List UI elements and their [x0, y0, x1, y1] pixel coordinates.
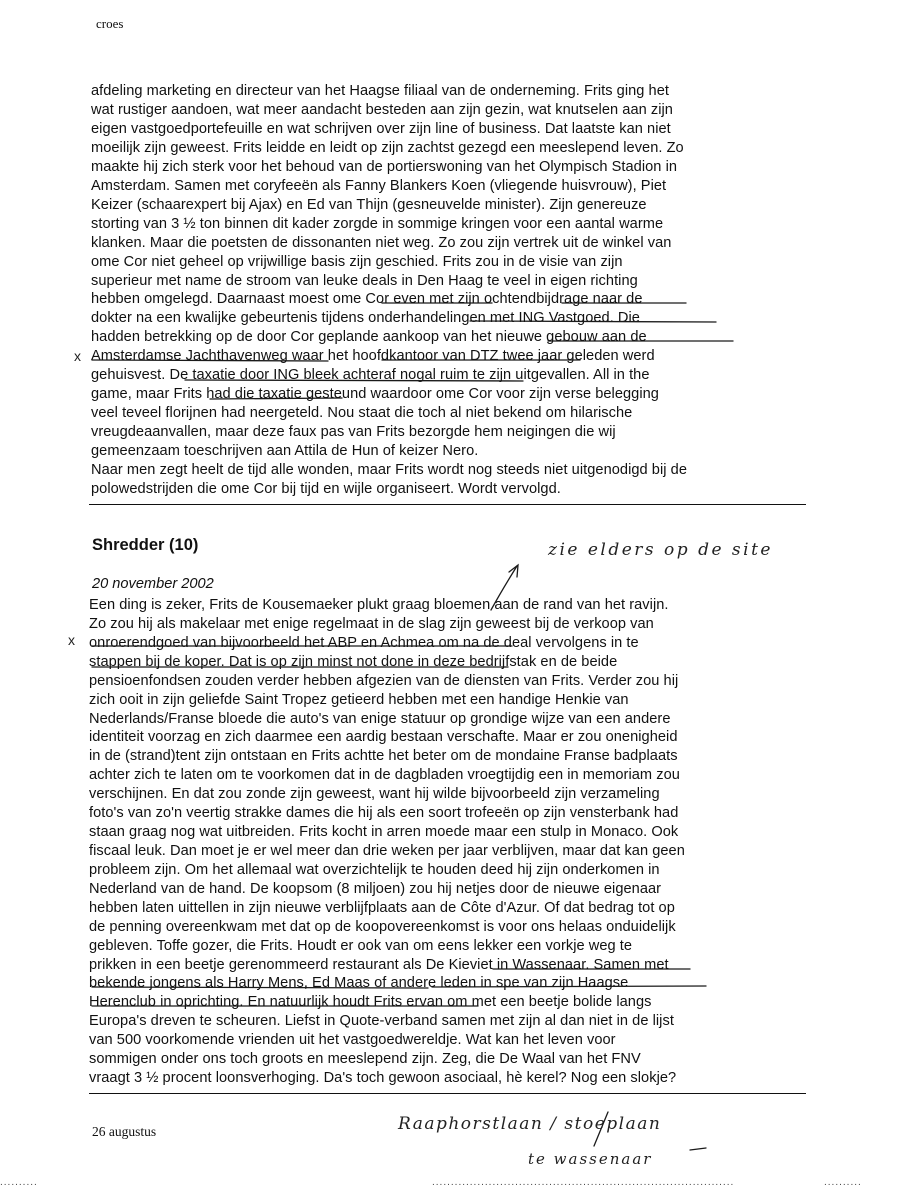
text-line: identiteit voorzag en zich daarmee een aardig bestaan verschafte. Maar er zou onenigheid	[89, 729, 678, 746]
text-line: Amsterdamse Jachthavenweg waar het hoofdkantoor van DTZ twee jaar geleden werd	[91, 348, 655, 365]
text-line: gehuisvest. De taxatie door ING bleek achteraf nogal ruim te zijn uitgevallen. All in the	[91, 367, 650, 384]
section-divider	[89, 504, 806, 505]
text-line: stappen bij de koper. Dat is op zijn minst not done in deze bedrijfstak en de beide	[89, 653, 618, 670]
text-line: staan graag nog wat uitbreiden. Frits kocht in arren moede maar een stulp in Monaco. Ook	[89, 824, 679, 841]
text-line: fiscaal leuk. Dan moet je er wel meer dan drie weken per jaar verblijven, maar dat kan geen	[89, 842, 685, 859]
page-header: croes	[96, 16, 124, 31]
text-line: achter zich te laten om te voorkomen dat in de dagbladen vroegtijdig een in memoriam zou	[89, 767, 680, 784]
text-line: van 500 voorkomende vrienden uit het vastgoedwereldje. Wat kan het leven voor	[89, 1032, 616, 1049]
text-line: foto's van zo'n veertig strakke dames die hij als een soort trofeeën op zijn vensterbank had	[89, 805, 679, 822]
text-line: klanken. Maar die poetsten de dissonanten niet weg. Zo zou zijn vertrek uit de winkel van	[91, 234, 672, 251]
footer-date: 26 augustus	[92, 1124, 157, 1139]
text-line: zich ooit in zijn geliefde Saint Tropez getieerd hebben met een handige Henkie van	[89, 691, 629, 708]
text-line: Keizer (schaarexpert bij Ajax) en Ed van Thijn (gesneuvelde minister). Zijn genereuze	[91, 196, 647, 213]
text-line: superieur met name de stroom van leuke deals in Den Haag te veel in eigen richting	[91, 272, 638, 289]
annotation-arrowhead	[509, 565, 518, 577]
text-line: onroerendgoed van bijvoorbeeld het ABP en Achmea om na de deal vervolgens in te	[89, 634, 639, 651]
text-line: polowedstrijden die ome Cor bij tijd en wijle organiseert. Wordt vervolgd.	[91, 481, 561, 498]
text-line: Amsterdam. Samen met coryfeeën als Fanny Blankers Koen (vliegende huisvrouw), Piet	[91, 177, 667, 194]
text-line: de penning overeenkwam met dat op de koopovereenkomst is voor ons helaas onduidelijk	[89, 918, 676, 935]
text-line: veel teveel florijnen had neergeteld. Nou staat die toch al niet bekend om hilarische	[91, 405, 633, 422]
text-line: Zo zou hij als makelaar met enige regelmaat in de slag zijn geweest bij de verkoop van	[89, 615, 654, 632]
handwritten-note-site: zie elders op de site	[548, 540, 773, 560]
article-date: 20 november 2002	[92, 576, 214, 592]
text-line: prikken in een beetje gerenommeerd restaurant als De Kieviet in Wassenaar. Samen met	[89, 956, 669, 973]
footer-divider	[89, 1093, 806, 1094]
text-line: Naar men zegt heelt de tijd alle wonden, maar Frits wordt nog steeds niet uitgenodigd bij de	[91, 462, 687, 479]
text-line: Nederland van de hand. De koopsom (8 miljoen) zou hij netjes door de nieuwe eigenaar	[89, 880, 662, 897]
handwritten-note-street: Raaphorstlaan / stoeplaan	[398, 1114, 662, 1134]
text-line: hadden betrekking op de door Cor geplande aankoop van het nieuwe gebouw aan de	[91, 329, 647, 346]
text-line: in de (strand)tent zijn ontstaan en Frits achtte het beter om de mondaine Franse badplaats	[89, 748, 678, 765]
text-line: afdeling marketing en directeur van het Haagse filiaal van de onderneming. Frits ging het	[91, 83, 669, 99]
text-line: gebleven. Toffe gozer, die Frits. Houdt er ook van om eens lekker een vorkje weg te	[89, 937, 633, 954]
text-line: Herenclub in oprichting. En natuurlijk houdt Frits ervan om met een beetje bolide langs	[89, 994, 652, 1011]
text-line: game, maar Frits had die taxatie gesteund waardoor ome Cor voor zijn verse belegging	[91, 386, 659, 403]
handwritten-flourish	[690, 1148, 706, 1150]
text-line: gemeenzaam toeschrijven aan Attila de Hun of keizer Nero.	[91, 443, 479, 460]
handwritten-note-town: te wassenaar	[528, 1150, 653, 1168]
text-line: vraagt 3 ½ procent loonsverhoging. Da's toch gewoon asociaal, hè kerel? Nog een slokje?	[89, 1070, 677, 1087]
text-line: moeilijk zijn geweest. Frits leidde en leidt op zijn zachtst gezegd een meeslepend leven. Zo	[91, 139, 684, 156]
text-line: vreugdeaanvallen, maar deze faux pas van Frits bezorgde hem neigingen die wij	[91, 424, 616, 441]
text-line: Een ding is zeker, Frits de Kousemaeker plukt graag bloemen aan de rand van het ravijn.	[89, 597, 669, 613]
text-line: storting van 3 ½ ton binnen dit kader zorgde in sommige kringen voor een aantal warme	[91, 215, 664, 232]
text-line: ome Cor niet geheel op vrijwillige basis zijn geschied. Frits zou in de visie van zijn	[91, 253, 623, 270]
text-line: eigen vastgoedportefeuille en wat schrijven over zijn line of business. Dat laatste kan niet	[91, 120, 671, 137]
article-body	[89, 596, 819, 1088]
text-line: sommigen onder ons toch groots en meeslepend zijn. Zeg, die De Waal van het FNV	[89, 1051, 641, 1068]
scan-edge-dots: ..........	[0, 1177, 38, 1188]
scan-edge-dots: ..........	[824, 1177, 862, 1188]
text-line: Nederlands/Franse bloede die auto's van enige statuur op grondige wijze van een andere	[89, 710, 671, 727]
text-line: probleem zijn. Om het allemaal wat overzichtelijk te houden deed hij zijn onderkomen in	[89, 861, 660, 878]
text-line: wat rustiger aandoen, wat meer aandacht besteden aan zijn gezin, wat knutselen aan zijn	[91, 101, 673, 118]
text-line: Europa's dreven te scheuren. Liefst in Quote-verband samen met zijn al dan niet in de lijst	[89, 1013, 674, 1030]
text-line: maakte hij zich sterk voor het behoud van de portierswoning van het Olympisch Stadion in	[91, 158, 678, 175]
text-line: hebben laten uittellen in zijn nieuwe verblijfplaats aan de Côte d'Azur. Of dat bedrag tot op	[89, 899, 675, 916]
article-title: Shredder (10)	[92, 536, 199, 554]
continued-article-text	[91, 82, 821, 499]
margin-cross-mark: x	[74, 348, 81, 364]
margin-cross-mark: x	[68, 632, 75, 648]
text-line: hebben omgelegd. Daarnaast moest ome Cor even met zijn ochtendbijdrage naar de	[91, 291, 643, 308]
text-line: bekende jongens als Harry Mens, Ed Maas of andere leden in spe van zijn Haagse	[89, 975, 629, 992]
scan-edge-dots: ................................................................................	[432, 1177, 735, 1188]
text-line: pensioenfondsen zouden verder hebben afgezien van de diensten van Frits. Verder zou hij	[89, 672, 679, 689]
text-line: verschijnen. En dat zou zonde zijn geweest, want hij wilde bijvoorbeeld zijn verzameling	[89, 786, 660, 803]
text-line: dokter na een kwalijke gebeurtenis tijdens onderhandelingen met ING Vastgoed. Die	[91, 310, 640, 327]
